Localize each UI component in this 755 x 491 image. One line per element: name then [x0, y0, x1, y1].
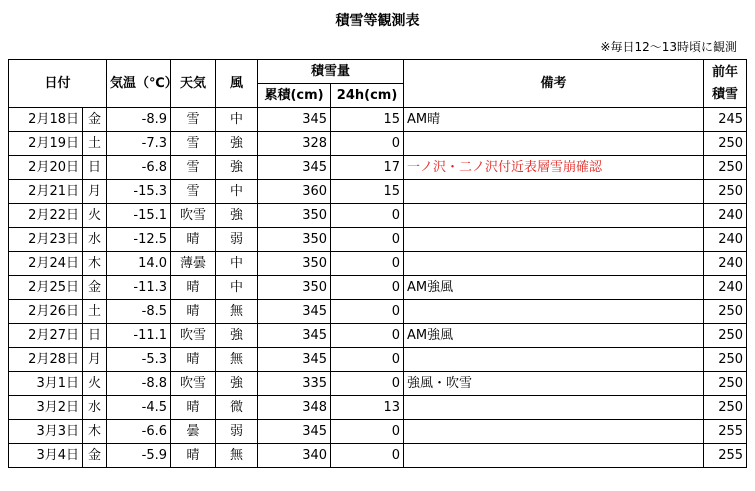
cell-day-of-week: 日 — [83, 324, 107, 348]
table-row — [9, 252, 747, 276]
cell-day-of-week: 木 — [83, 252, 107, 276]
cell-accumulated: 345 — [258, 420, 331, 444]
cell-day-of-week: 金 — [83, 108, 107, 132]
header-wind: 風 — [216, 60, 258, 108]
cell-day-of-week: 月 — [83, 348, 107, 372]
table-row — [9, 276, 747, 300]
cell-accumulated: 340 — [258, 444, 331, 468]
cell-weather: 雪 — [171, 156, 216, 180]
cell-day-of-week: 土 — [83, 132, 107, 156]
cell-accumulated: 348 — [258, 396, 331, 420]
cell-wind: 弱 — [216, 228, 258, 252]
cell-weather: 吹雪 — [171, 204, 216, 228]
cell-weather: 薄曇 — [171, 252, 216, 276]
cell-day-of-week: 火 — [83, 204, 107, 228]
cell-date: 3月1日 — [9, 372, 83, 396]
header-previous-year-line2: 積雪 — [712, 86, 739, 102]
header-date: 日付 — [9, 60, 107, 108]
page-title: 積雪等観測表 — [335, 13, 420, 29]
cell-previous-year: 240 — [704, 228, 747, 252]
cell-temperature: 14.0 — [107, 252, 171, 276]
cell-day-of-week: 水 — [83, 228, 107, 252]
cell-weather: 晴 — [171, 396, 216, 420]
cell-date: 2月28日 — [9, 348, 83, 372]
cell-remarks — [404, 300, 704, 324]
cell-remarks — [404, 444, 704, 468]
observation-note: ※毎日12～13時頃に観測 — [600, 40, 737, 54]
cell-24h: 0 — [331, 372, 404, 396]
cell-previous-year: 250 — [704, 372, 747, 396]
cell-24h: 0 — [331, 348, 404, 372]
cell-accumulated: 345 — [258, 300, 331, 324]
table-row — [9, 132, 747, 156]
cell-wind: 中 — [216, 276, 258, 300]
cell-day-of-week: 水 — [83, 396, 107, 420]
cell-previous-year: 250 — [704, 324, 747, 348]
cell-remarks — [404, 204, 704, 228]
cell-date: 2月21日 — [9, 180, 83, 204]
cell-previous-year: 240 — [704, 276, 747, 300]
cell-remarks: 一ノ沢・二ノ沢付近表層雪崩確認 — [404, 156, 704, 180]
cell-24h: 0 — [331, 204, 404, 228]
cell-weather: 雪 — [171, 180, 216, 204]
header-24h: 24h(cm) — [331, 84, 404, 108]
table-row — [9, 108, 747, 132]
cell-temperature: -6.6 — [107, 420, 171, 444]
cell-wind: 強 — [216, 324, 258, 348]
cell-previous-year: 250 — [704, 132, 747, 156]
cell-wind: 強 — [216, 132, 258, 156]
cell-temperature: -12.5 — [107, 228, 171, 252]
cell-accumulated: 360 — [258, 180, 331, 204]
table-row — [9, 156, 747, 180]
table-row — [9, 444, 747, 468]
cell-temperature: -5.3 — [107, 348, 171, 372]
cell-remarks — [404, 420, 704, 444]
cell-weather: 吹雪 — [171, 324, 216, 348]
cell-temperature: -15.3 — [107, 180, 171, 204]
header-temperature: 気温（℃） — [107, 60, 171, 108]
cell-remarks: AM強風 — [404, 324, 704, 348]
header-previous-year-line1: 前年 — [712, 64, 739, 80]
cell-temperature: -8.5 — [107, 300, 171, 324]
cell-previous-year: 250 — [704, 396, 747, 420]
cell-accumulated: 328 — [258, 132, 331, 156]
cell-previous-year: 255 — [704, 420, 747, 444]
cell-date: 2月27日 — [9, 324, 83, 348]
snow-observation-table — [8, 59, 747, 468]
cell-wind: 微 — [216, 396, 258, 420]
cell-weather: 晴 — [171, 444, 216, 468]
cell-previous-year: 250 — [704, 180, 747, 204]
cell-remarks — [404, 396, 704, 420]
cell-24h: 0 — [331, 132, 404, 156]
cell-24h: 0 — [331, 300, 404, 324]
table-row — [9, 180, 747, 204]
cell-weather: 晴 — [171, 348, 216, 372]
cell-weather: 曇 — [171, 420, 216, 444]
cell-remarks: 強風・吹雪 — [404, 372, 704, 396]
cell-temperature: -7.3 — [107, 132, 171, 156]
cell-remarks — [404, 132, 704, 156]
table-row — [9, 420, 747, 444]
cell-day-of-week: 火 — [83, 372, 107, 396]
cell-date: 2月19日 — [9, 132, 83, 156]
cell-accumulated: 350 — [258, 252, 331, 276]
cell-accumulated: 345 — [258, 324, 331, 348]
cell-day-of-week: 木 — [83, 420, 107, 444]
cell-temperature: -6.8 — [107, 156, 171, 180]
cell-24h: 0 — [331, 420, 404, 444]
cell-accumulated: 345 — [258, 108, 331, 132]
cell-accumulated: 350 — [258, 204, 331, 228]
cell-date: 2月24日 — [9, 252, 83, 276]
cell-date: 2月23日 — [9, 228, 83, 252]
cell-wind: 強 — [216, 204, 258, 228]
cell-remarks: AM晴 — [404, 108, 704, 132]
cell-date: 2月22日 — [9, 204, 83, 228]
cell-24h: 0 — [331, 324, 404, 348]
cell-previous-year: 240 — [704, 252, 747, 276]
cell-date: 2月20日 — [9, 156, 83, 180]
cell-previous-year: 250 — [704, 348, 747, 372]
cell-weather: 晴 — [171, 300, 216, 324]
cell-date: 2月25日 — [9, 276, 83, 300]
cell-accumulated: 345 — [258, 348, 331, 372]
cell-24h: 15 — [331, 108, 404, 132]
cell-temperature: -8.9 — [107, 108, 171, 132]
cell-day-of-week: 金 — [83, 444, 107, 468]
cell-date: 3月3日 — [9, 420, 83, 444]
cell-previous-year: 240 — [704, 204, 747, 228]
cell-24h: 0 — [331, 444, 404, 468]
cell-date: 2月18日 — [9, 108, 83, 132]
cell-remarks — [404, 252, 704, 276]
cell-previous-year: 250 — [704, 300, 747, 324]
cell-accumulated: 335 — [258, 372, 331, 396]
cell-date: 3月2日 — [9, 396, 83, 420]
header-weather: 天気 — [171, 60, 216, 108]
table-row — [9, 300, 747, 324]
cell-24h: 0 — [331, 228, 404, 252]
table-row — [9, 348, 747, 372]
table-row — [9, 228, 747, 252]
cell-previous-year: 245 — [704, 108, 747, 132]
header-remarks: 備考 — [404, 60, 704, 108]
cell-wind: 無 — [216, 300, 258, 324]
cell-wind: 中 — [216, 108, 258, 132]
cell-weather: 吹雪 — [171, 372, 216, 396]
cell-24h: 0 — [331, 276, 404, 300]
cell-wind: 強 — [216, 156, 258, 180]
cell-temperature: -5.9 — [107, 444, 171, 468]
table-row — [9, 396, 747, 420]
table-body — [9, 108, 747, 468]
cell-wind: 中 — [216, 180, 258, 204]
cell-weather: 晴 — [171, 276, 216, 300]
cell-remarks — [404, 180, 704, 204]
cell-accumulated: 350 — [258, 228, 331, 252]
cell-wind: 無 — [216, 444, 258, 468]
cell-day-of-week: 日 — [83, 156, 107, 180]
cell-temperature: -11.3 — [107, 276, 171, 300]
cell-remarks — [404, 348, 704, 372]
header-accumulated: 累積(cm) — [258, 84, 331, 108]
cell-wind: 無 — [216, 348, 258, 372]
cell-weather: 雪 — [171, 132, 216, 156]
cell-accumulated: 345 — [258, 156, 331, 180]
cell-day-of-week: 土 — [83, 300, 107, 324]
table-row — [9, 204, 747, 228]
cell-temperature: -4.5 — [107, 396, 171, 420]
header-previous-year — [704, 60, 747, 108]
cell-previous-year: 250 — [704, 156, 747, 180]
cell-remarks: AM強風 — [404, 276, 704, 300]
cell-accumulated: 350 — [258, 276, 331, 300]
cell-date: 2月26日 — [9, 300, 83, 324]
cell-temperature: -8.8 — [107, 372, 171, 396]
cell-day-of-week: 金 — [83, 276, 107, 300]
cell-temperature: -11.1 — [107, 324, 171, 348]
cell-temperature: -15.1 — [107, 204, 171, 228]
cell-weather: 晴 — [171, 228, 216, 252]
table-row — [9, 372, 747, 396]
cell-day-of-week: 月 — [83, 180, 107, 204]
cell-remarks — [404, 228, 704, 252]
cell-wind: 強 — [216, 372, 258, 396]
cell-24h: 13 — [331, 396, 404, 420]
cell-wind: 弱 — [216, 420, 258, 444]
cell-24h: 17 — [331, 156, 404, 180]
cell-date: 3月4日 — [9, 444, 83, 468]
table-row — [9, 324, 747, 348]
cell-wind: 中 — [216, 252, 258, 276]
cell-24h: 0 — [331, 252, 404, 276]
cell-weather: 雪 — [171, 108, 216, 132]
header-snow-amount: 積雪量 — [258, 60, 404, 84]
cell-previous-year: 255 — [704, 444, 747, 468]
cell-24h: 15 — [331, 180, 404, 204]
